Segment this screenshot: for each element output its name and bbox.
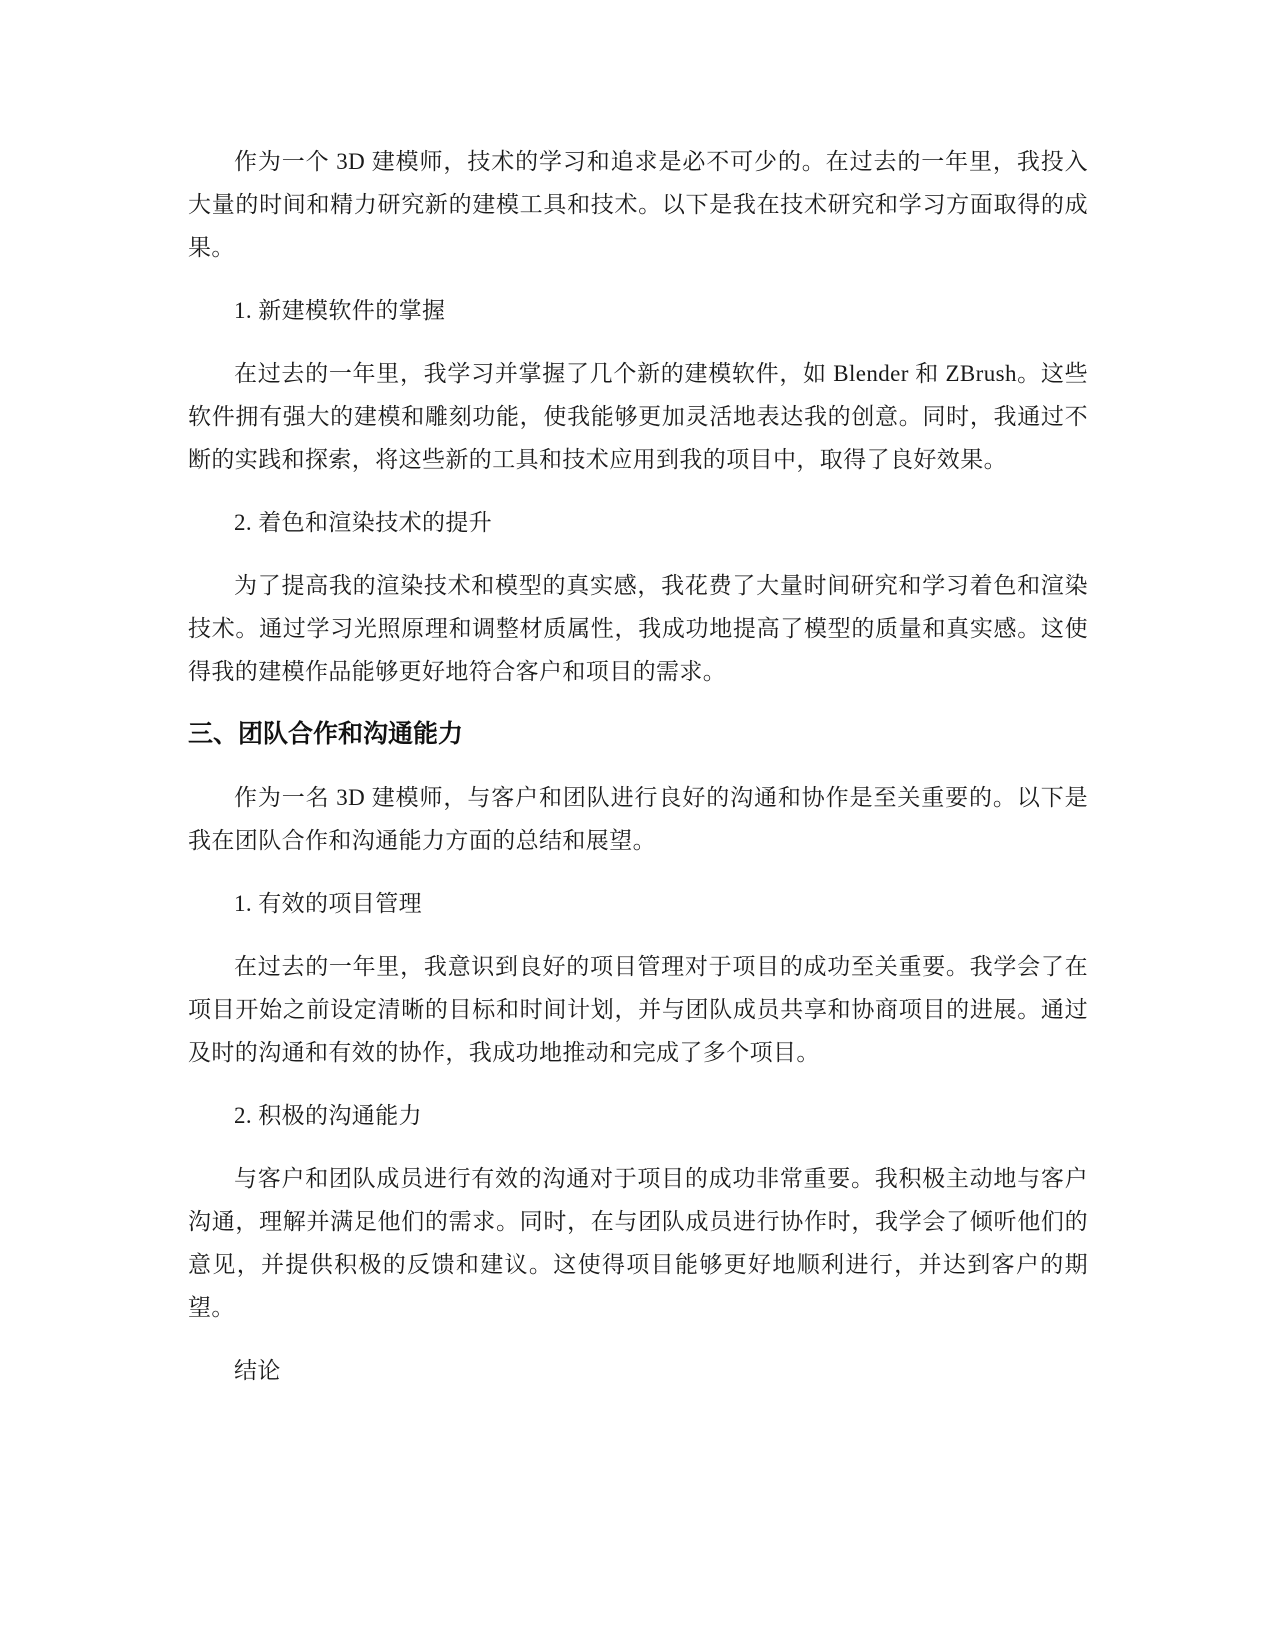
subheading-new-software: 1. 新建模软件的掌握 — [234, 298, 446, 323]
subheading-project-management: 1. 有效的项目管理 — [234, 891, 422, 916]
paragraph-project-management: 在过去的一年里，我意识到良好的项目管理对于项目的成功至关重要。我学会了在项目开始之前设定清晰的目标和时间计划，并与团队成员共享和协商项目的进展。通过及时的沟通和有效的协作，我成功地推动和完成了多个项目。 — [188, 954, 1088, 1065]
paragraph-teamwork-intro: 作为一名 3D 建模师，与客户和团队进行良好的沟通和协作是至关重要的。以下是我在团队合作和沟通能力方面的总结和展望。 — [188, 785, 1088, 853]
section-heading-teamwork: 三、团队合作和沟通能力 — [188, 720, 464, 748]
subheading-communication: 2. 积极的沟通能力 — [234, 1103, 422, 1128]
document-body — [188, 140, 1088, 1412]
paragraph-communication: 与客户和团队成员进行有效的沟通对于项目的成功非常重要。我积极主动地与客户沟通，理解并满足他们的需求。同时，在与团队成员进行协作时，我学会了倾听他们的意见，并提供积极的反馈和建议。这使得项目能够更好地顺利进行，并达到客户的期望。 — [188, 1166, 1088, 1320]
subheading-rendering: 2. 着色和渲染技术的提升 — [234, 510, 493, 535]
paragraph-tech-intro: 作为一个 3D 建模师，技术的学习和追求是必不可少的。在过去的一年里，我投入大量的时间和精力研究新的建模工具和技术。以下是我在技术研究和学习方面取得的成果。 — [188, 149, 1088, 260]
subheading-conclusion: 结论 — [234, 1358, 281, 1383]
paragraph-new-software: 在过去的一年里，我学习并掌握了几个新的建模软件，如 Blender 和 ZBrush。这些软件拥有强大的建模和雕刻功能，使我能够更加灵活地表达我的创意。同时，我通过不断的实践和探索，将这些新的工具和技术应用到我的项目中，取得了良好效果。 — [188, 361, 1088, 472]
paragraph-rendering: 为了提高我的渲染技术和模型的真实感，我花费了大量时间研究和学习着色和渲染技术。通过学习光照原理和调整材质属性，我成功地提高了模型的质量和真实感。这使得我的建模作品能够更好地符合客户和项目的需求。 — [188, 573, 1088, 684]
